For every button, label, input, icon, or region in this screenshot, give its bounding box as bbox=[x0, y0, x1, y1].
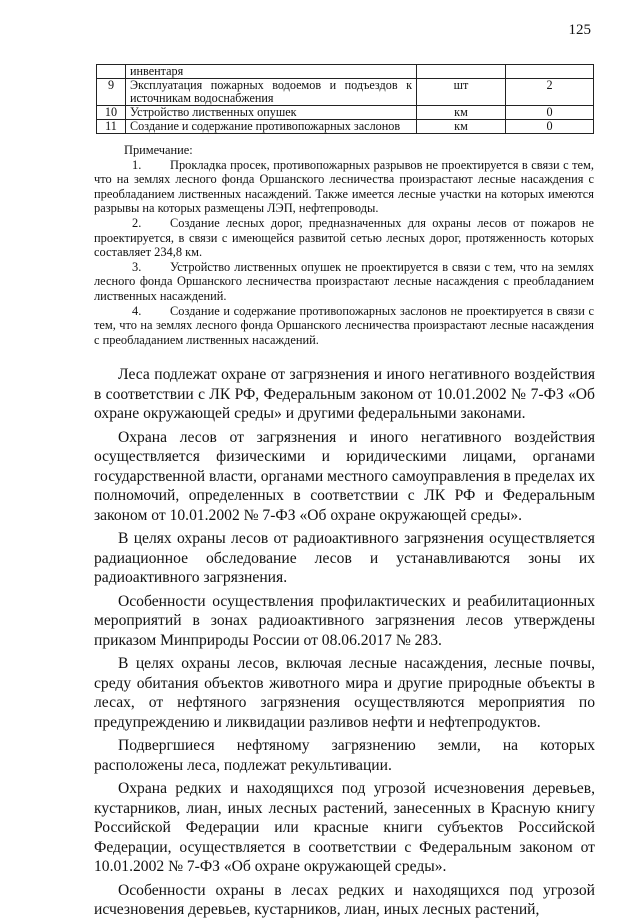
row-description: Устройство лиственных опушек bbox=[126, 106, 417, 120]
note-number: 4. bbox=[132, 303, 142, 318]
inventory-table bbox=[96, 64, 594, 134]
row-value: 2 bbox=[506, 79, 594, 106]
row-value: 0 bbox=[506, 106, 594, 120]
notes-title: Примечание: bbox=[124, 143, 193, 157]
table-row bbox=[97, 106, 594, 120]
paragraph: Леса подлежат охране от загрязнения и иного негативного воздействия в соответствии с ЛК РФ, Федеральным законом от 10.01.2002 № 7-ФЗ «Об охране окружающей среды» и другими федеральными законами. bbox=[94, 366, 595, 422]
page-number: 125 bbox=[568, 22, 591, 38]
notes-section bbox=[94, 143, 594, 347]
paragraph: В целях охраны лесов от радиоактивного загрязнения осуществляется радиационное обследование лесов и устанавливаются зоны их радиоактивного загрязнения. bbox=[94, 530, 595, 586]
body-text bbox=[94, 365, 595, 924]
note-item bbox=[94, 260, 594, 304]
paragraph: Охрана лесов от загрязнения и иного негативного воздействия осуществляется физическими и юридическими лицами, органами государственной власти, органами местного самоуправления в пределах их полномочий, определенных в соответствии с ЛК РФ и Федеральным законом от 10.01.2002 № 7-ФЗ «Об охране окружающей среды». bbox=[94, 428, 595, 524]
row-number bbox=[97, 65, 126, 79]
table-row bbox=[97, 79, 594, 106]
row-number: 10 bbox=[97, 106, 126, 120]
paragraph: В целях охраны лесов, включая лесные насаждения, лесные почвы, среду обитания объектов животного мира и другие природные объекты в лесах, от нефтяного загрязнения осуществляются мероприятия по предупреждению и ликвидации разливов нефти и нефтепродуктов. bbox=[94, 655, 595, 731]
paragraph: Особенности охраны в лесах редких и находящихся под угрозой исчезновения деревьев, кустарников, лиан, иных лесных растений, bbox=[94, 881, 595, 918]
row-unit: шт bbox=[417, 79, 506, 106]
note-text: Создание лесных дорог, предназначенных для охраны лесов от пожаров не проектируется, в связи с имеющейся развитой сетью лесных дорог, протяженность которых составляет 234,8 км. bbox=[94, 215, 594, 260]
note-item bbox=[94, 304, 594, 348]
note-text: Создание и содержание противопожарных заслонов не проектируется в связи с тем, что на землях лесного фонда Оршанского лесничества произрастают лесные насаждения с преобладанием лиственных насаждений. bbox=[94, 303, 594, 347]
row-unit: км bbox=[417, 120, 506, 134]
note-number: 2. bbox=[132, 215, 142, 230]
note-item bbox=[94, 216, 594, 260]
row-description: Создание и содержание противопожарных заслонов bbox=[126, 120, 417, 134]
row-description: Эксплуатация пожарных водоемов и подъездов к источникам водоснабжения bbox=[126, 79, 417, 106]
note-number: 3. bbox=[132, 259, 142, 274]
row-unit bbox=[417, 65, 506, 79]
row-number: 11 bbox=[97, 120, 126, 134]
paragraph: Подвергшиеся нефтяному загрязнению земли, на которых расположены леса, подлежат рекультивации. bbox=[94, 737, 595, 774]
row-value: 0 bbox=[506, 120, 594, 134]
table-row bbox=[97, 65, 594, 79]
table-row bbox=[97, 120, 594, 134]
note-text: Прокладка просек, противопожарных разрывов не проектируется в связи с тем, что на землях лесного фонда Оршанского лесничества произрастают лесные насаждения с преобладанием лиственных насаждений. Также имеется лесные участки на которых имеются разрывы на которых размещены ЛЭП, нефтепроводы. bbox=[94, 157, 594, 216]
row-unit: км bbox=[417, 106, 506, 120]
row-number: 9 bbox=[97, 79, 126, 106]
note-text: Устройство лиственных опушек не проектируется в связи с тем, что на землях лесного фонда Оршанского лесничества произрастают лесные насаждения с преобладанием лиственных насаждений. bbox=[94, 259, 594, 303]
note-item bbox=[94, 158, 594, 216]
paragraph: Охрана редких и находящихся под угрозой исчезновения деревьев, кустарников, лиан, иных лесных растений, занесенных в Красную книгу Российской Федерации или красные книги субъектов Российской Федерации, осуществляется в соответствии с Федеральным законом от 10.01.2002 № 7-ФЗ «Об охране окружающей среды». bbox=[94, 780, 595, 875]
paragraph: Особенности осуществления профилактических и реабилитационных мероприятий в зонах радиоактивного загрязнения лесов утверждены приказом Минприроды России от 08.06.2017 № 283. bbox=[94, 592, 595, 649]
note-number: 1. bbox=[132, 157, 142, 172]
row-value bbox=[506, 65, 594, 79]
row-description: инвентаря bbox=[126, 65, 417, 79]
